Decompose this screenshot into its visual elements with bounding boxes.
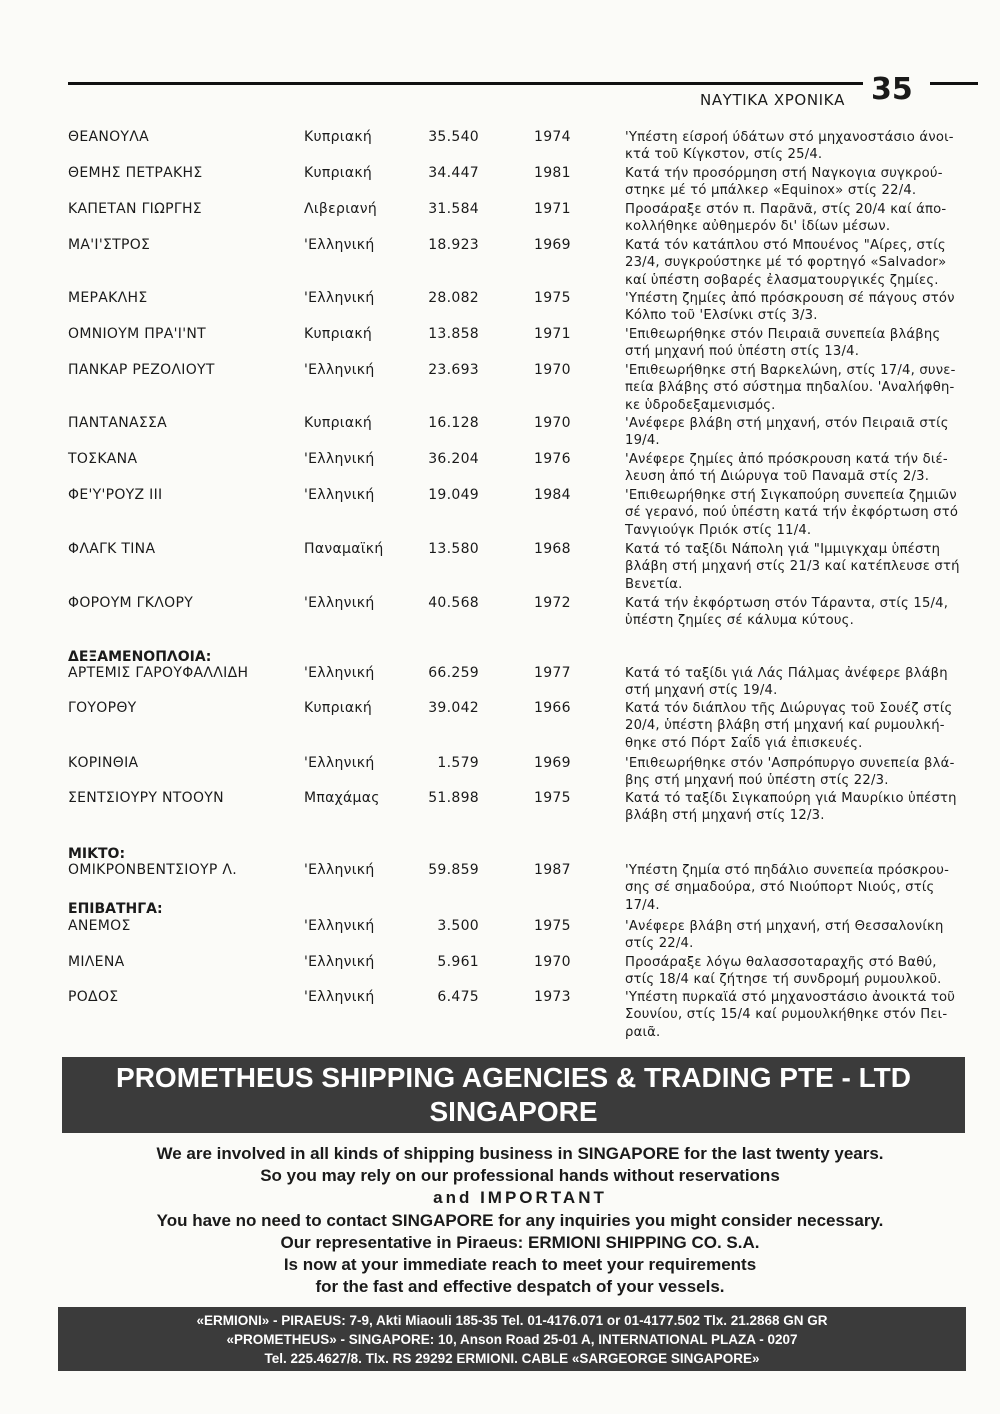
incident-note-line: βλάβη στή μηχανή στίς 21/3 καί κατέπλευσε στή: [625, 559, 960, 575]
publication-title: ΝΑΥΤΙΚΑ ΧΡΟΝΙΚΑ: [700, 91, 845, 109]
ship-year: 1974: [534, 129, 571, 145]
ad-banner-line: SINGAPORE: [429, 1096, 598, 1127]
incident-note-line: κολλήθηκε αὐθημερόν δι' ἰδίων μέσων.: [625, 219, 891, 235]
ship-name: ΘΕΑΝΟΥΛΑ: [68, 129, 150, 145]
incident-note-line: κε ὑδροδεξαμενισμός.: [625, 397, 776, 413]
incident-note: [625, 237, 967, 289]
incident-note: [625, 326, 967, 361]
ship-year: 1975: [534, 790, 571, 806]
incident-note: [625, 451, 967, 486]
ad-line: You have no need to contact SINGAPORE for any inquiries you might consider necessary.: [156, 1210, 884, 1230]
ship-row: [0, 541, 1000, 592]
incident-note-line: Προσάραξε στόν π. Παρᾶνᾶ, στίς 20/4 καί άπο-: [625, 202, 947, 217]
ship-row: [0, 451, 1000, 485]
ship-flag: Κυπριακή: [304, 129, 373, 145]
incident-note: [625, 129, 967, 164]
incident-note-line: 20/4, ὑπέστη βλάβη στή μηχανή καί ρυμουλκή-: [625, 718, 945, 734]
ad-line: Is now at your immediate reach to meet your requirements: [283, 1255, 757, 1275]
ship-row: [0, 918, 1000, 952]
ship-row: [0, 362, 1000, 413]
incident-note-line: ραιᾶ.: [625, 1024, 661, 1040]
incident-note-line: 'Υπέστη είσροή ύδάτων στό μηχανοστάσιο άνοι-: [625, 130, 954, 145]
page-number: 35: [871, 72, 913, 107]
incident-note: [625, 541, 967, 593]
incident-note-line: 'Επιθεωρήθηκε στή Βαρκελώνη, στίς 17/4, συνε-: [625, 363, 956, 378]
incident-note-line: Σουνίου, στίς 15/4 καί ρυμουλκήθηκε στόν Πει-: [625, 1007, 948, 1023]
incident-note-line: 'Υπέστη ζημία στό πηδάλιο συνεπεία πρόσκρου-: [625, 863, 950, 878]
incident-note: [625, 755, 967, 790]
incident-note: [625, 862, 967, 914]
ship-flag: 'Ελληνική: [304, 451, 375, 467]
incident-note-line: Κατά τό ταξίδι Σιγκαπούρη γιά Μαυρίκιο ὑπέστη: [625, 791, 957, 806]
ship-name: ΦΕ'Υ'ΡΟΥΖ ΙΙΙ: [68, 487, 163, 503]
ship-name: ΣΕΝΤΣΙΟΥΡΥ ΝΤΟΟΥΝ: [68, 790, 224, 806]
ship-tonnage: 16.128: [428, 415, 479, 431]
incident-note: [625, 290, 967, 325]
ship-year: 1969: [534, 237, 571, 253]
ship-name: ΜΙΛΕΝΑ: [68, 954, 125, 970]
ship-row: [0, 290, 1000, 324]
ship-tonnage: 34.447: [428, 165, 479, 181]
ship-flag: 'Ελληνική: [304, 954, 375, 970]
incident-note-line: 'Ανέφερε βλάβη στή μηχανή, στή Θεσσαλονίκη: [625, 919, 944, 934]
incident-note-line: 'Υπέστη ζημίες ἀπό πρόσκρουση σέ πάγους στόν: [625, 291, 955, 306]
ship-tonnage: 36.204: [428, 451, 479, 467]
ship-flag: Κυπριακή: [304, 700, 373, 716]
incident-note-line: λευση ἀπό τή Διώρυγα τοῦ Παναμᾶ στίς 2/3.: [625, 469, 930, 485]
ship-name: ΟΜΙΚΡΟΝΒΕΝΤΣΙΟΥΡ Λ.: [68, 862, 237, 878]
ship-year: 1984: [534, 487, 571, 503]
incident-note-line: Κατά τόν διάπλου τῆς Διώρυγας τοῦ Σουέζ στίς: [625, 701, 953, 716]
ship-row: [0, 165, 1000, 199]
incident-note-line: θηκε στό Πόρτ Σαΐδ γιά ἐπισκευές.: [625, 735, 863, 751]
ship-tonnage: 13.858: [428, 326, 479, 342]
incident-note: [625, 665, 967, 700]
incident-note-line: Κατά τόν κατάπλου στό Μπουένος "Αίρες, στίς: [625, 238, 946, 253]
incident-note-line: σέ γερανό, πού ὑπέστη κατά τήν ἐκφόρτωση στό: [625, 505, 959, 521]
incident-note-line: 'Επιθεωρήθηκε στόν 'Ασπρόπυργο συνεπεία βλά-: [625, 756, 955, 771]
ad-line: We are involved in all kinds of shipping business in SINGAPORE for the last twenty years.: [156, 1144, 884, 1163]
ship-year: 1977: [534, 665, 571, 681]
incident-note-line: σης σέ σημαδούρα, στό Νιούπορτ Νιούς, στίς: [625, 880, 935, 896]
incident-note-line: 19/4.: [625, 433, 660, 449]
incident-note: [625, 918, 967, 953]
incident-note-line: κτά τοῦ Κίγκστον, στίς 25/4.: [625, 147, 823, 163]
ship-name: ΠΑΝΚΑΡ ΡΕΖΟΛΙΟΥΤ: [68, 362, 215, 378]
ship-year: 1966: [534, 700, 571, 716]
incident-note-line: στή μηχανή πού ὑπέστη στίς 13/4.: [625, 344, 860, 360]
incident-note-line: στίς 18/4 καί ζήτησε τή συνδρομή ρυμουλκοῦ.: [625, 972, 942, 988]
ship-flag: 'Ελληνική: [304, 862, 375, 878]
ad-line: So you may rely on our professional hands without reservations: [260, 1166, 780, 1186]
incident-note-line: Τανγιούγκ Πριόκ στίς 11/4.: [625, 522, 812, 538]
ship-tonnage: 51.898: [428, 790, 479, 806]
incident-note-line: 'Υπέστη πυρκαϊά στό μηχανοστάσιο ἀνοικτά τοῦ: [625, 990, 956, 1005]
incident-note-line: Κατά τήν προσόρμηση στή Ναγκογια συγκρού-: [625, 166, 943, 181]
ship-year: 1968: [534, 541, 571, 557]
ship-flag: Παναμαϊκή: [304, 541, 384, 557]
ship-year: 1975: [534, 290, 571, 306]
ship-row: [0, 415, 1000, 449]
ship-row: [0, 201, 1000, 235]
ship-tonnage: 31.584: [428, 201, 479, 217]
ship-name: ΚΟΡΙΝΘΙΑ: [68, 755, 139, 771]
footer-line: Tel. 225.4627/8. Tlx. RS 29292 ERMIONI. CABLE «SARGEORGE SINGAPORE»: [264, 1351, 760, 1366]
ship-year: 1972: [534, 595, 571, 611]
ship-row: [0, 326, 1000, 360]
ship-flag: 'Ελληνική: [304, 362, 375, 378]
ship-name: ΚΑΠΕΤΑΝ ΓΙΩΡΓΗΣ: [68, 201, 202, 217]
incident-note-line: στή μηχανή στίς 19/4.: [625, 683, 778, 699]
ship-name: ΟΜΝΙΟΥΜ ΠΡΑ'Ι'ΝΤ: [68, 326, 206, 342]
incident-note-line: βλάβη στή μηχανή στίς 12/3.: [625, 808, 825, 824]
incident-note-line: Κατά τήν ἐκφόρτωση στόν Τάραντα, στίς 15/4,: [625, 596, 949, 611]
ship-name: ΜΕΡΑΚΛΗΣ: [68, 290, 148, 306]
ship-tonnage: 23.693: [428, 362, 479, 378]
incident-note-line: 'Ανέφερε βλάβη στή μηχανή, στόν Πειραιᾶ στίς: [625, 416, 949, 431]
ship-flag: 'Ελληνική: [304, 665, 375, 681]
incident-note: [625, 989, 967, 1041]
ship-year: 1969: [534, 755, 571, 771]
ship-tonnage: 6.475: [437, 989, 479, 1005]
incident-note-line: 'Επιθεωρήθηκε στόν Πειραιᾶ συνεπεία βλάβης: [625, 327, 941, 342]
ship-row: [0, 790, 1000, 824]
ship-flag: Κυπριακή: [304, 326, 373, 342]
ship-tonnage: 39.042: [428, 700, 479, 716]
incident-note-line: Κατά τό ταξίδι Νάπολη γιά "Ιμμιγκχαμ ὑπέστη: [625, 542, 941, 557]
ship-name: ΑΡΤΕΜΙΣ ΓΑΡΟΥΦΑΛΛΙΔΗ: [68, 665, 249, 681]
incident-note: [625, 700, 967, 752]
ship-flag: Λιβεριανή: [304, 201, 378, 217]
incident-note: [625, 954, 967, 989]
ship-tonnage: 66.259: [428, 665, 479, 681]
incident-note-line: ὑπέστη ζημίες σέ κάλυμα κύτους.: [625, 613, 855, 629]
incident-note-line: Προσάραξε λόγω θαλασσοταραχῆς στό Βαθύ,: [625, 955, 937, 970]
ship-name: ΤΟΣΚΑΝΑ: [68, 451, 138, 467]
ship-row: [0, 755, 1000, 789]
incident-note-line: 17/4.: [625, 897, 660, 913]
incident-note: [625, 415, 967, 450]
incident-note-line: Βενετία.: [625, 576, 683, 592]
ship-name: ΓΟΥΟΡΘΥ: [68, 700, 137, 716]
ship-row: [0, 237, 1000, 288]
ship-tonnage: 59.859: [428, 862, 479, 878]
ship-year: 1973: [534, 989, 571, 1005]
ship-tonnage: 35.540: [428, 129, 479, 145]
header-rule-right: [930, 82, 978, 85]
ship-row: [0, 700, 1000, 751]
ship-name: ΡΟΔΟΣ: [68, 989, 119, 1005]
incident-note: [625, 165, 967, 200]
ship-row: [0, 595, 1000, 629]
ship-year: 1970: [534, 954, 571, 970]
ship-flag: 'Ελληνική: [304, 487, 375, 503]
ad-line: and IMPORTANT: [433, 1188, 607, 1208]
incident-note-line: πεία βλάβης στό σύστημα πηδαλίου. 'Αναλήφθη-: [625, 380, 955, 396]
category-passenger: ΕΠΙΒΑΤΗΓΑ:: [68, 901, 163, 917]
ship-flag: Μπαχάμας: [304, 790, 380, 806]
ship-year: 1981: [534, 165, 571, 181]
ship-flag: Κυπριακή: [304, 415, 373, 431]
incident-note-line: στίς 22/4.: [625, 936, 694, 952]
ship-name: ΘΕΜΗΣ ΠΕΤΡΑΚΗΣ: [68, 165, 203, 181]
ship-year: 1975: [534, 918, 571, 934]
ship-flag: 'Ελληνική: [304, 989, 375, 1005]
ship-name: ΑΝΕΜΟΣ: [68, 918, 131, 934]
incident-note-line: Κόλπο τοῦ 'Ελσίνκι στίς 3/3.: [625, 308, 818, 324]
incident-note-line: βης στή μηχανή πού ὑπέστη στίς 22/3.: [625, 773, 889, 789]
ship-year: 1987: [534, 862, 571, 878]
category-mixed: ΜΙΚΤΟ:: [68, 846, 126, 862]
header-rule-left: [68, 82, 863, 85]
incident-note: [625, 362, 967, 414]
ship-year: 1976: [534, 451, 571, 467]
ship-name: ΜΑ'Ι'ΣΤΡΟΣ: [68, 237, 151, 253]
ship-tonnage: 5.961: [437, 954, 479, 970]
ship-flag: 'Ελληνική: [304, 290, 375, 306]
ship-tonnage: 1.579: [437, 755, 479, 771]
incident-note: [625, 201, 967, 236]
ship-tonnage: 3.500: [437, 918, 479, 934]
ad-line: Our representative in Piraeus: ERMIONI SHIPPING CO. S.A.: [280, 1232, 760, 1252]
ship-name: ΦΟΡΟΥΜ ΓΚΛΟΡΥ: [68, 595, 194, 611]
incident-note: [625, 595, 967, 630]
ad-body: [60, 1143, 980, 1298]
ship-flag: Κυπριακή: [304, 165, 373, 181]
ship-row: [0, 954, 1000, 988]
ship-tonnage: 28.082: [428, 290, 479, 306]
incident-note-line: στηκε μέ τό μπάλκερ «Equinox» στίς 22/4.: [625, 183, 917, 199]
ad-footer: [58, 1307, 966, 1371]
ship-row: [0, 989, 1000, 1040]
ship-row: [0, 487, 1000, 538]
ship-name: ΦΛΑΓΚ ΤΙΝΑ: [68, 541, 156, 557]
incident-note-line: 23/4, συγκρούστηκε μέ τό φορτηγό «Salvador»: [625, 255, 947, 271]
category-tankers: ΔΕΞΑΜΕΝΟΠΛΟΙΑ:: [68, 649, 212, 665]
ship-row: [0, 129, 1000, 163]
ship-flag: 'Ελληνική: [304, 755, 375, 771]
ship-tonnage: 40.568: [428, 595, 479, 611]
ship-tonnage: 19.049: [428, 487, 479, 503]
ad-line: for the fast and effective despatch of your vessels.: [315, 1277, 725, 1297]
ad-banner-line: PROMETHEUS SHIPPING AGENCIES & TRADING PTE - LTD: [116, 1062, 911, 1093]
ship-tonnage: 18.923: [428, 237, 479, 253]
incident-note: [625, 790, 967, 825]
footer-line: «ERMIONI» - PIRAEUS: 7-9, Akti Miaouli 185-35 Tel. 01-4176.071 or 01-4177.502 Tlx. 21.2868 GN GR: [196, 1313, 828, 1328]
incident-note-line: 'Ανέφερε ζημίες ἀπό πρόσκρουση κατά τήν διέ-: [625, 452, 948, 467]
ship-year: 1970: [534, 362, 571, 378]
ship-flag: 'Ελληνική: [304, 918, 375, 934]
ship-flag: 'Ελληνική: [304, 595, 375, 611]
incident-note-line: Κατά τό ταξίδι γιά Λάς Πάλμας ἀνέφερε βλάβη: [625, 666, 948, 681]
ship-row: [0, 665, 1000, 699]
ship-year: 1971: [534, 201, 571, 217]
ship-tonnage: 13.580: [428, 541, 479, 557]
ship-year: 1970: [534, 415, 571, 431]
incident-note: [625, 487, 967, 539]
ship-name: ΠΑΝΤΑΝΑΣΣΑ: [68, 415, 168, 431]
incident-note-line: 'Επιθεωρήθηκε στή Σιγκαπούρη συνεπεία ζημιῶν: [625, 488, 957, 503]
ship-year: 1971: [534, 326, 571, 342]
incident-note-line: καί ὑπέστη σοβαρές ἐλασματουργικές ζημίες.: [625, 272, 939, 288]
ad-banner: [62, 1057, 965, 1133]
ship-flag: 'Ελληνική: [304, 237, 375, 253]
footer-line: «PROMETHEUS» - SINGAPORE: 10, Anson Road 25-01 A, INTERNATIONAL PLAZA - 0207: [226, 1332, 798, 1347]
